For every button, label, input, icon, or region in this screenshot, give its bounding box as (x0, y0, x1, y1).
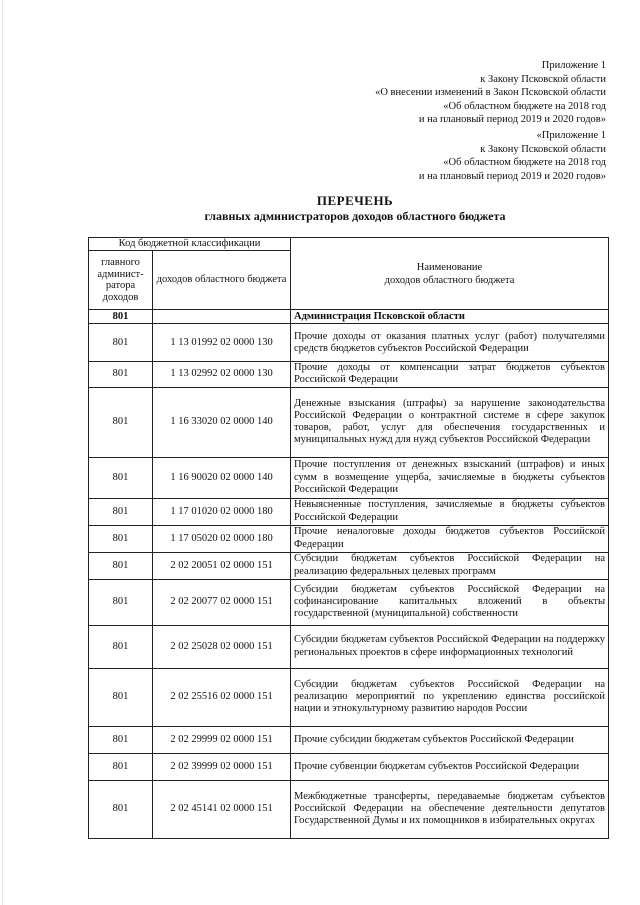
income-code: 2 02 20051 02 0000 151 (153, 552, 291, 579)
table-row (89, 552, 609, 579)
income-code: 1 17 01020 02 0000 180 (153, 498, 291, 525)
income-name: Прочие поступления от денежных взысканий (штрафов) и иных сумм в возмещение ущерба, зачисляемые в бюджеты субъектов Российской Федерации (291, 457, 609, 498)
admin-code: 801 (89, 362, 153, 387)
table-row (89, 387, 609, 457)
income-code: 2 02 25516 02 0000 151 (153, 668, 291, 726)
table-row (89, 579, 609, 625)
table-row (89, 668, 609, 726)
title-subtitle: главных администраторов доходов областного бюджета (204, 209, 506, 223)
section-empty (153, 310, 291, 324)
admin-code: 801 (89, 324, 153, 362)
admin-code: 801 (89, 387, 153, 457)
income-code: 1 17 05020 02 0000 180 (153, 525, 291, 552)
table-row (89, 753, 609, 780)
table-row (89, 726, 609, 753)
income-name: Прочие неналоговые доходы бюджетов субъектов Российской Федерации (291, 525, 609, 552)
header-income: доходов областного бюджета (153, 251, 291, 310)
annex-line: и на плановый период 2019 и 2020 годов» (418, 170, 606, 182)
table-row (89, 457, 609, 498)
income-name: Межбюджетные трансферты, передаваемые бюджетам субъектов Российской Федерации на обеспечение деятельности депутатов Государственной Думы и их помощников в избирательных округах (291, 780, 609, 838)
annex-line: «Об областном бюджете на 2018 год (443, 157, 606, 168)
income-name: Субсидии бюджетам субъектов Российской Федерации на реализацию федеральных целевых программ (291, 552, 609, 579)
admin-code: 801 (89, 525, 153, 552)
section-code: 801 (89, 310, 153, 324)
section-row (89, 310, 609, 324)
income-code: 2 02 25028 02 0000 151 (153, 625, 291, 668)
income-name: Прочие доходы от компенсации затрат бюджетов субъектов Российской Федерации (291, 362, 609, 387)
income-code: 2 02 20077 02 0000 151 (153, 579, 291, 625)
annex-line: Приложение 1 (541, 60, 606, 71)
table-row (89, 780, 609, 838)
income-name: Субсидии бюджетам субъектов Российской Федерации на поддержку региональных проектов в сфере информационных технологий (291, 625, 609, 668)
income-code: 1 13 01992 02 0000 130 (153, 324, 291, 362)
admin-code: 801 (89, 668, 153, 726)
admin-code: 801 (89, 625, 153, 668)
administrators-table (88, 237, 609, 839)
header-name (291, 238, 609, 310)
annex-line: к Закону Псковской области (480, 143, 606, 155)
annex-line: к Закону Псковской области (480, 73, 606, 85)
table-row (89, 525, 609, 552)
admin-code: 801 (89, 579, 153, 625)
document-title (0, 193, 640, 224)
income-code: 2 02 45141 02 0000 151 (153, 780, 291, 838)
annex-line: «Приложение 1 (536, 130, 606, 141)
income-code: 1 16 33020 02 0000 140 (153, 387, 291, 457)
income-name: Прочие субсидии бюджетам субъектов Российской Федерации (291, 726, 609, 753)
table-row (89, 362, 609, 387)
annex-note-amendment (375, 59, 606, 127)
header-kbk: Код бюджетной классификации (89, 238, 291, 251)
header-name-line: доходов областного бюджета (384, 274, 515, 286)
scan-edge-mark (2, 0, 3, 905)
header-name-line: Наименование (416, 261, 483, 273)
admin-code: 801 (89, 498, 153, 525)
income-code: 1 13 02992 02 0000 130 (153, 362, 291, 387)
income-code: 2 02 29999 02 0000 151 (153, 726, 291, 753)
admin-code: 801 (89, 753, 153, 780)
header-admin: главного админист-ратора доходов (89, 251, 153, 310)
section-name: Администрация Псковской области (291, 310, 609, 324)
admin-code: 801 (89, 552, 153, 579)
income-name: Субсидии бюджетам субъектов Российской Федерации на софинансирование капитальных вложений в объекты государственной (муниципальной) собственности (291, 579, 609, 625)
table-header-row (89, 238, 609, 251)
table-row (89, 625, 609, 668)
admin-code: 801 (89, 457, 153, 498)
income-code: 1 16 90020 02 0000 140 (153, 457, 291, 498)
income-name: Прочие доходы от оказания платных услуг (работ) получателями средств бюджетов субъектов Российской Федерации (291, 324, 609, 362)
table-row (89, 324, 609, 362)
income-name: Денежные взыскания (штрафы) за нарушение законодательства Российской Федерации о контрактной системе в сфере закупок товаров, работ, услуг для обеспечения государственных и муниципальных нужд для нужд субъектов Российской Федерации (291, 387, 609, 457)
income-name: Прочие субвенции бюджетам субъектов Российской Федерации (291, 753, 609, 780)
title-main: ПЕРЕЧЕНЬ (316, 193, 394, 208)
annex-line: «О внесении изменений в Закон Псковской области (375, 87, 606, 98)
income-name: Субсидии бюджетам субъектов Российской Федерации на реализацию мероприятий по укреплению единства российской нации и этнокультурному развитию народов России (291, 668, 609, 726)
income-name: Невыясненные поступления, зачисляемые в бюджеты субъектов Российской Федерации (291, 498, 609, 525)
income-code: 2 02 39999 02 0000 151 (153, 753, 291, 780)
admin-code: 801 (89, 780, 153, 838)
table-row (89, 498, 609, 525)
annex-note-original (419, 129, 606, 183)
annex-line: и на плановый период 2019 и 2020 годов» (418, 114, 606, 125)
admin-code: 801 (89, 726, 153, 753)
annex-line: «Об областном бюджете на 2018 год (443, 100, 606, 112)
